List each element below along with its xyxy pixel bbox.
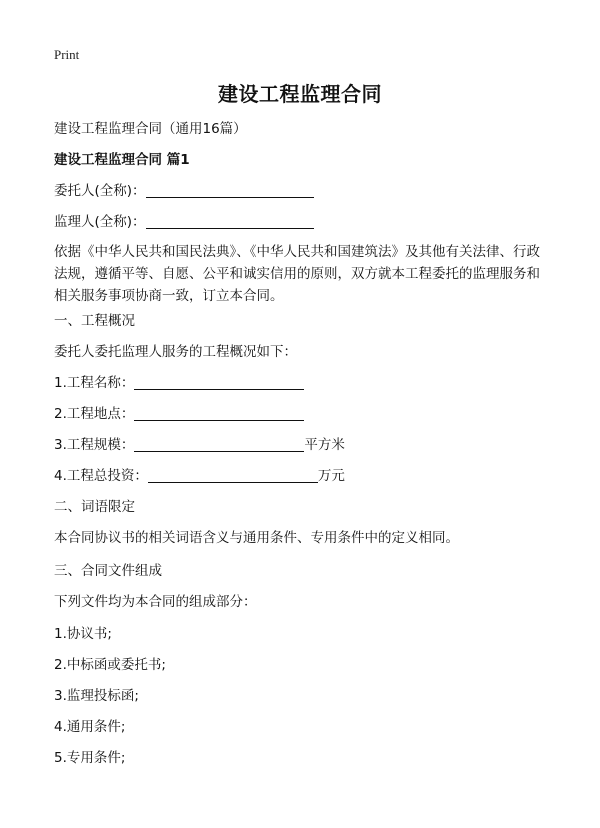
project-scale-blank[interactable] [134,436,304,452]
project-scale-line [54,434,345,456]
project-location-line [54,403,304,425]
doc-item-3: 3.监理投标函; [54,688,139,704]
project-investment-unit: 万元 [317,468,345,484]
project-investment-line [54,465,345,487]
supervisor-line [54,211,314,233]
part3-heading: 三、合同文件组成 [54,563,162,579]
client-blank[interactable] [146,182,314,198]
project-name-line [54,372,304,394]
supervisor-blank[interactable] [146,213,314,229]
supervisor-label: 监理人(全称)： [54,214,146,230]
section-heading: 建设工程监理合同 篇1 [54,152,190,168]
project-scale-unit: 平方米 [304,437,345,453]
part1-intro: 委托人委托监理人服务的工程概况如下： [54,344,297,360]
doc-item-1: 1.协议书; [54,626,112,642]
document-subtitle: 建设工程监理合同（通用16篇） [54,121,247,137]
print-link[interactable]: Print [54,47,80,62]
project-name-label: 1.工程名称： [54,375,135,391]
client-label: 委托人(全称)： [54,183,146,199]
project-location-blank[interactable] [134,405,304,421]
intro-paragraph: 依据《中华人民共和国民法典》、《中华人民共和国建筑法》及其他有关法律、行政法规，遵循平等、自愿、公平和诚实信用的原则，双方就本工程委托的监理服务和相关服务事项协商一致，订立本合同。 [54,244,540,304]
doc-item-4: 4.通用条件; [54,719,126,735]
project-location-label: 2.工程地点： [54,406,135,422]
doc-item-5: 5.专用条件; [54,750,126,766]
document-title: 建设工程监理合同 [218,82,382,106]
client-line [54,180,314,202]
doc-item-2: 2.中标函或委托书; [54,657,166,673]
part2-text: 本合同协议书的相关词语含义与通用条件、专用条件中的定义相同。 [54,530,459,546]
project-investment-blank[interactable] [148,467,318,483]
project-name-blank[interactable] [134,374,304,390]
project-investment-label: 4.工程总投资： [54,468,148,484]
part1-heading: 一、工程概况 [54,313,135,329]
project-scale-label: 3.工程规模： [54,437,135,453]
part2-heading: 二、词语限定 [54,499,135,515]
part3-intro: 下列文件均为本合同的组成部分： [54,594,257,610]
